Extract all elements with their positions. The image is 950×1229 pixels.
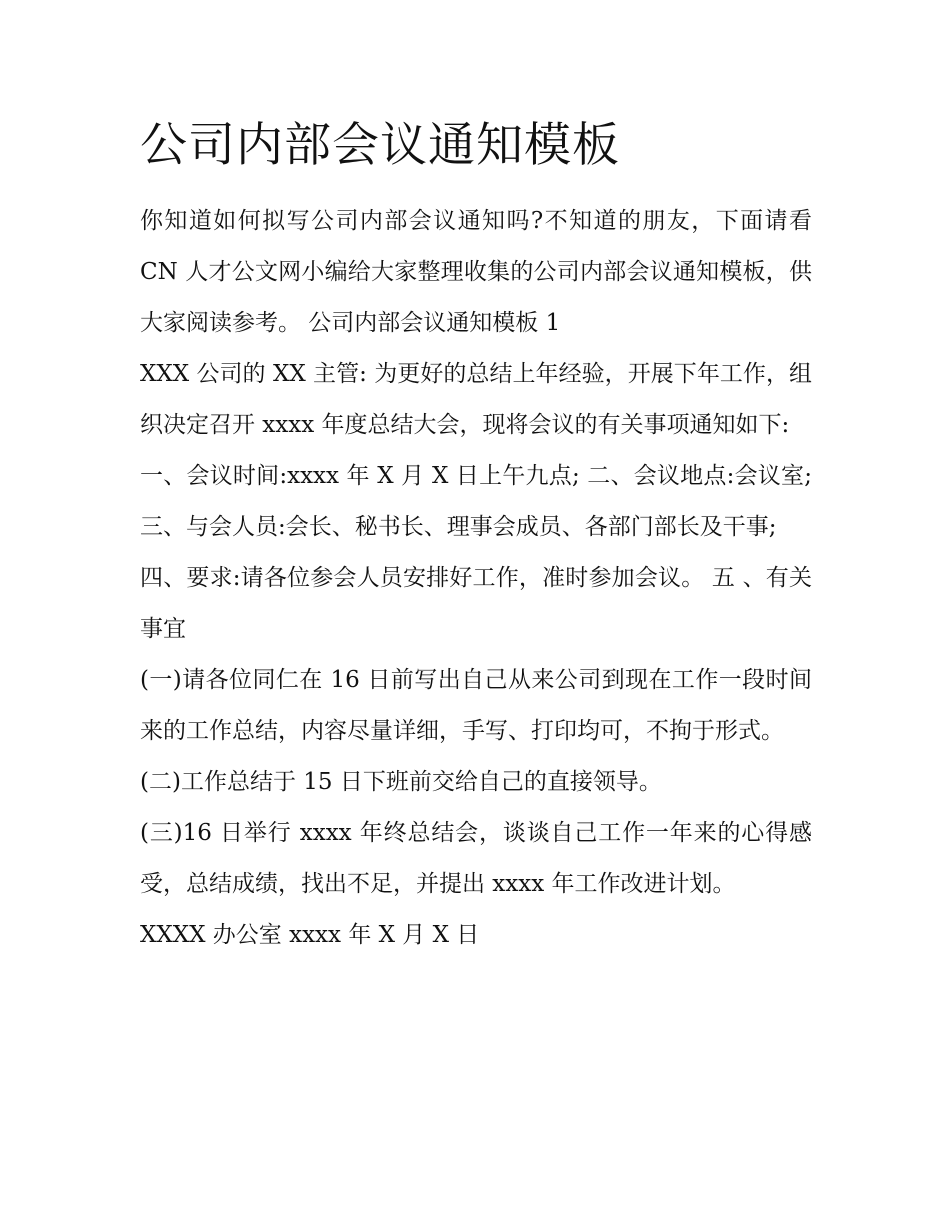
salutation-paragraph: XXX 公司的 XX 主管: 为更好的总结上年经验，开展下年工作，组织决定召开 xxxx 年度总结大会，现将会议的有关事项通知如下: (140, 361, 812, 438)
intro-paragraph: 你知道如何拟写公司内部会议通知吗?不知道的朋友，下面请看 CN 人才公文网小编给大家整理收集的公司内部会议通知模板，供大家阅读参考。 公司内部会议通知模板 1 (140, 208, 812, 336)
document-page (140, 110, 812, 961)
meeting-details-paragraph: 一、会议时间:xxxx 年 X 月 X 日上午九点; 二、会议地点:会议室; 三、与会人员:会长、秘书长、理事会成员、各部门部长及干事; (140, 463, 812, 540)
signature-paragraph: XXXX 办公室 xxxx 年 X 月 X 日 (140, 922, 480, 948)
document-title: 公司内部会议通知模板 (140, 118, 620, 173)
item-two-paragraph: (二)工作总结于 15 日下班前交给自己的直接领导。 (140, 769, 662, 795)
item-three-paragraph: (三)16 日举行 xxxx 年终总结会，谈谈自己工作一年来的心得感受，总结成绩，找出不足，并提出 xxxx 年工作改进计划。 (140, 820, 812, 897)
item-one-paragraph: (一)请各位同仁在 16 日前写出自己从来公司到现在工作一段时间来的工作总结，内容尽量详细，手写、打印均可，不拘于形式。 (140, 667, 812, 744)
requirements-paragraph: 四、要求:请各位参会人员安排好工作，准时参加会议。 五 、有关事宜 (140, 565, 812, 642)
